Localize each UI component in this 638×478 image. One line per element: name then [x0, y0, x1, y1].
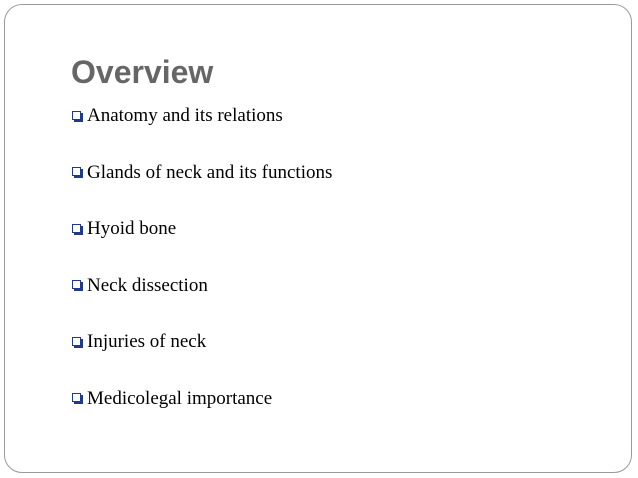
square-bullet-icon	[72, 337, 83, 348]
bullet-item-injuries	[72, 328, 332, 356]
bullet-text: Anatomy and its relations	[87, 105, 283, 126]
bullet-item-medicolegal	[72, 385, 332, 413]
square-bullet-icon	[72, 280, 83, 291]
bullet-text: Medicolegal importance	[87, 387, 273, 409]
bullet-item-anatomy	[72, 102, 332, 130]
bullet-item-hyoid	[72, 215, 332, 243]
square-bullet-icon	[72, 167, 83, 178]
bullet-text: Neck dissection	[87, 274, 208, 296]
slide-title: Overview	[71, 54, 214, 90]
bullet-text: Injuries of neck	[87, 331, 207, 352]
square-bullet-icon	[72, 111, 83, 122]
bullet-list	[72, 102, 332, 441]
square-bullet-icon	[72, 224, 83, 235]
bullet-item-glands	[72, 159, 332, 187]
bullet-text: Glands of neck and its functions	[87, 161, 333, 183]
square-bullet-icon	[72, 393, 83, 404]
bullet-item-dissection	[72, 272, 332, 300]
bullet-text: Hyoid bone	[87, 218, 177, 239]
